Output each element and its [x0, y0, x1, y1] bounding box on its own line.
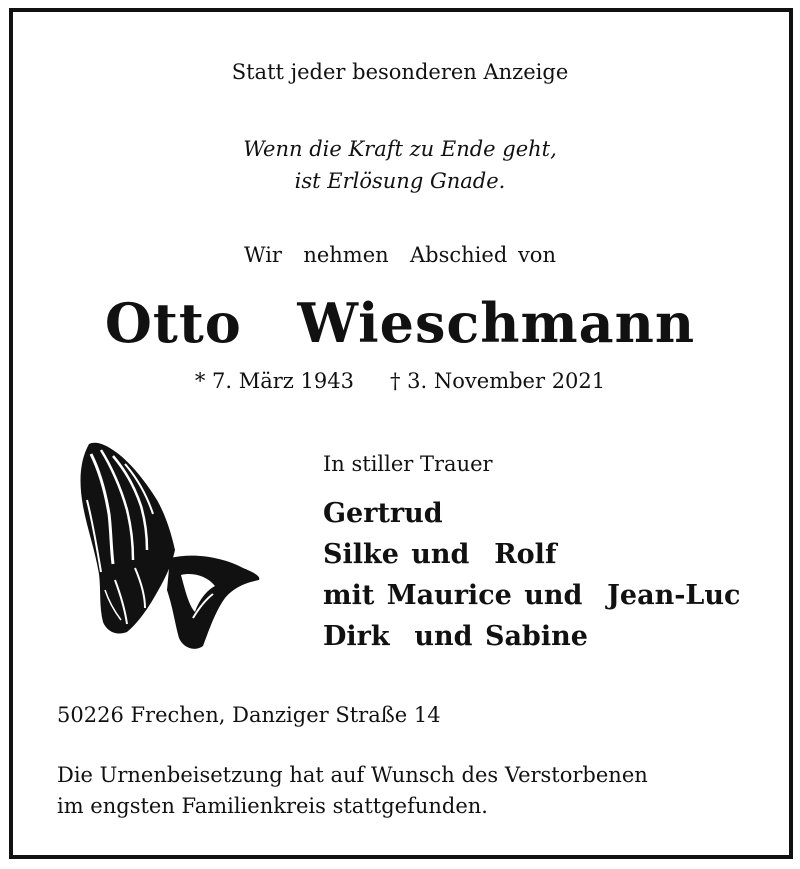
- life-dates: [0, 369, 800, 393]
- birth-date: * 7. März 1943: [194, 369, 354, 393]
- mourners-list: [323, 493, 741, 657]
- mourner-name: Silke und Rolf: [323, 539, 557, 570]
- mourner-name: mit Maurice und Jean-Luc: [323, 580, 741, 611]
- farewell-intro: Wir nehmen Abschied von: [244, 243, 556, 267]
- motto: [0, 133, 800, 197]
- burial-notice: [57, 760, 648, 822]
- death-date: † 3. November 2021: [390, 369, 606, 393]
- notice-heading: Statt jeder besonderen Anzeige: [231, 60, 569, 84]
- mourner-name: Dirk und Sabine: [323, 621, 588, 652]
- family-address: 50226 Frechen, Danziger Straße 14: [57, 703, 441, 727]
- motto-line-2: ist Erlösung Gnade.: [294, 169, 506, 193]
- burial-notice-line-2: im engsten Familienkreis stattgefunden.: [57, 794, 488, 818]
- mourning-intro: In stiller Trauer: [323, 452, 493, 476]
- mourner-name: Gertrud: [323, 498, 443, 529]
- motto-line-1: Wenn die Kraft zu Ende geht,: [243, 137, 557, 161]
- praying-hands-icon: [75, 440, 260, 655]
- burial-notice-line-1: Die Urnenbeisetzung hat auf Wunsch des Verstorbenen: [57, 763, 648, 787]
- deceased-name: Otto Wieschmann: [104, 291, 696, 355]
